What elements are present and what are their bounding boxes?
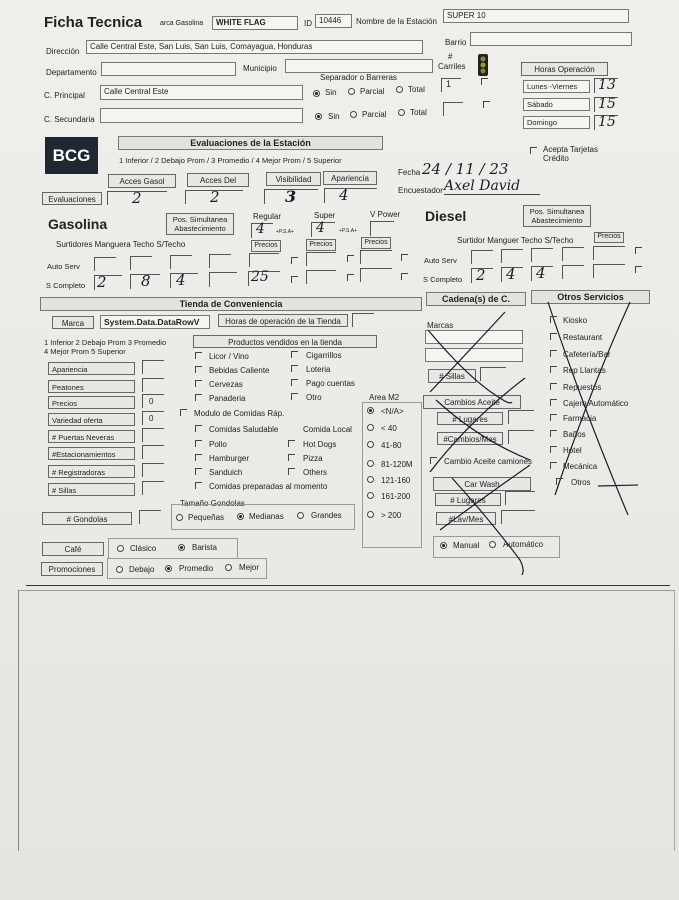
fecha-value[interactable]: 24 / 11 / 23	[422, 160, 509, 178]
rating-row-value[interactable]: 0	[142, 411, 164, 425]
marca-gasolina-field[interactable]: WHITE FLAG	[212, 16, 298, 30]
rating-row-label: Apariencia	[48, 362, 135, 375]
area-option-label: <N/A>	[381, 407, 404, 416]
otros-servicio-checkbox[interactable]	[550, 333, 557, 340]
car-wash-button[interactable]: Car Wash	[433, 477, 531, 491]
eval-col-apariencia: Apariencia	[323, 171, 377, 185]
rating-row-value[interactable]	[142, 445, 164, 459]
carwash-manual-label: Manual	[453, 541, 480, 550]
area-option-radio[interactable]	[367, 492, 374, 499]
area-option-label: > 200	[381, 511, 402, 520]
stroke-carwash-2	[452, 478, 523, 575]
eval-acces-del-value: 2	[210, 188, 220, 206]
super-label: Super	[314, 211, 336, 220]
stroke-carwash-1	[440, 465, 530, 530]
otros-servicio-checkbox[interactable]	[550, 316, 557, 323]
diesel-completo-label: S Completo	[423, 275, 463, 284]
cadena-sillas-label: # Sillas	[428, 369, 476, 383]
c-principal-label: C. Principal	[44, 91, 85, 100]
separador2-sin-label: Sin	[328, 112, 340, 121]
otros-servicio-label: Kiosko	[563, 316, 588, 325]
carriles-principal-field[interactable]: 1	[441, 78, 461, 92]
cambios-aceite-button[interactable]: Cambios Aceite	[423, 395, 521, 409]
diesel-pos-simultanea: Pos. Simultanea Abastecimiento	[523, 205, 591, 227]
area-option-radio[interactable]	[367, 441, 374, 448]
comida-label: Pollo	[209, 440, 227, 449]
tienda-marca-label: Marca	[52, 316, 94, 329]
evaluation-scale: 1 Inferior / 2 Debajo Prom / 3 Promedio / 4 Mejor Prom / 5 Superior	[119, 156, 342, 165]
producto-label: Cigarrillos	[306, 351, 342, 360]
otros-servicio-label: Repuestos	[563, 383, 602, 392]
area-option-label: 41-80	[381, 441, 402, 450]
area-option-radio[interactable]	[367, 511, 374, 518]
rating-row-label: # Puertas Neveras	[48, 430, 135, 443]
rating-row-label: # Registradoras	[48, 465, 135, 478]
comida-label: Comidas preparadas al momento	[209, 482, 328, 491]
rating-row-label: Peatones	[48, 380, 135, 393]
super-precios-button[interactable]: Precios	[306, 239, 336, 251]
evaluaciones-row-label: Evaluaciones	[42, 192, 102, 205]
rating-row-value[interactable]: 0	[142, 394, 164, 408]
gas-completo-surtidores-value: 2	[97, 273, 107, 291]
hours-row-sunday-label: Domingo	[523, 116, 590, 129]
area-option-radio[interactable]	[367, 424, 374, 431]
stroke-otros-line	[598, 485, 638, 486]
tamano-grandes-label: Grandes	[311, 511, 342, 520]
gasolina-title: Gasolina	[48, 216, 108, 232]
producto-checkbox[interactable]	[195, 366, 202, 373]
otros-servicio-label: Rep Llantas	[563, 366, 606, 375]
c-principal-field[interactable]: Calle Central Este	[100, 85, 303, 100]
page-title: Ficha Tecnica	[44, 14, 143, 31]
regular-psa: +P.S.A+	[276, 229, 294, 235]
tienda-scale-line2: 4 Mejor Prom 5 Superior	[44, 347, 126, 356]
productos-title: Productos vendidos en la tienda	[193, 335, 377, 348]
gasolina-completo-label: S Completo	[46, 281, 86, 290]
regular-value: 4	[256, 221, 265, 237]
vpower-precios-button[interactable]: Precios	[361, 237, 391, 249]
hours-saturday-text: 15	[598, 96, 616, 112]
gas-completo-techo-value: 4	[176, 271, 186, 289]
area-option-radio[interactable]	[367, 460, 374, 467]
bcg-logo: BCG	[45, 137, 98, 174]
otros-servicio-checkbox[interactable]	[550, 430, 557, 437]
area-option-label: 81-120M	[381, 460, 413, 469]
rating-row-label: Variedad oferta	[48, 413, 135, 426]
comida-label: Others	[303, 468, 328, 477]
tienda-marca-field[interactable]: System.Data.DataRowV	[100, 315, 210, 329]
diesel-title: Diesel	[425, 208, 467, 224]
eval-visibilidad-value: 3	[285, 187, 297, 206]
notes-area[interactable]	[18, 590, 675, 851]
tamano-pequenas-label: Pequeñas	[188, 513, 225, 522]
diesel-subheaders: Surtidor Manguer Techo S/Techo	[457, 236, 574, 245]
promo-mejor-label: Mejor	[239, 563, 260, 572]
producto-checkbox[interactable]	[291, 393, 298, 400]
rating-row-value[interactable]	[142, 378, 164, 392]
cafe-label: Café	[42, 542, 104, 556]
diesel-precios-button[interactable]: Precios	[594, 232, 624, 243]
producto-label: Cervezas	[209, 380, 243, 389]
cadena-title: Cadena(s) de C.	[426, 292, 526, 306]
carwash-lugares-label: # Lugares	[435, 493, 501, 506]
cafe-barista-label: Barista	[192, 543, 217, 552]
separador2-total-label: Total	[410, 108, 427, 117]
regular-label: Regular	[253, 212, 282, 221]
rating-row-label: #Estacionamientos	[48, 447, 135, 460]
encuestador-label: Encuestador	[398, 186, 443, 195]
eval-acces-gasol-value: 2	[132, 189, 142, 207]
departamento-label: Departamento	[46, 68, 97, 77]
tamano-title: Tamaño Gondolas	[180, 499, 245, 508]
otros-servicio-label: Farmacia	[563, 414, 597, 423]
cambio-camiones-label: Cambio Aceite camiones	[444, 457, 533, 466]
eval-apariencia-value: 4	[339, 186, 349, 204]
comida-checkbox[interactable]	[288, 440, 295, 447]
marcas-label: Marcas	[427, 321, 454, 330]
carriles-hash: #	[448, 52, 453, 61]
area-title: Area M2	[369, 393, 400, 402]
comida-label: Hamburger	[209, 454, 250, 463]
promociones-label: Promociones	[41, 562, 103, 576]
comida-label: Sanduich	[209, 468, 243, 477]
otros-servicio-checkbox[interactable]	[550, 414, 557, 421]
rating-row-label: # Sillas	[48, 483, 135, 496]
hours-sunday-text: 15	[598, 114, 616, 130]
producto-label: Panaderia	[209, 394, 246, 403]
area-option-label: 161-200	[381, 492, 411, 501]
producto-label: Bebidas Caliente	[209, 366, 270, 375]
comida-checkbox[interactable]	[288, 454, 295, 461]
otros-servicio-label: Otros	[571, 478, 591, 487]
hours-row-saturday-label: Sábado	[523, 98, 590, 111]
gasolina-pos-simultanea: Pos. Simultanea Abastecimiento	[166, 213, 234, 235]
otros-servicio-checkbox[interactable]	[556, 478, 563, 485]
gasolina-subheaders: Surtidores Manguera Techo S/Techo	[56, 240, 186, 249]
barrio-label: Barrio	[445, 38, 467, 47]
id-field[interactable]: 10446	[315, 14, 352, 28]
divider-line	[26, 585, 670, 586]
producto-label: Pago cuentas	[306, 379, 355, 388]
rating-row-value[interactable]	[142, 428, 164, 442]
producto-checkbox[interactable]	[291, 351, 298, 358]
eval-col-visibilidad: Visibilidad	[266, 172, 321, 186]
otros-servicio-label: Cafetería/Bar	[563, 350, 611, 359]
modulo-comidas-label: Modulo de Comidas Ráp.	[194, 409, 285, 418]
comida-checkbox[interactable]	[288, 468, 295, 475]
otros-servicio-checkbox[interactable]	[550, 399, 557, 406]
rating-row-value[interactable]	[142, 360, 164, 374]
area-option-radio[interactable]	[367, 476, 374, 483]
encuestador-value[interactable]: Axel David	[444, 178, 540, 195]
promo-debajo-label: Debajo	[129, 565, 155, 574]
direccion-field[interactable]: Calle Central Este, San Luis, San Luis, Comayagua, Honduras	[86, 40, 423, 54]
comida-checkbox[interactable]	[195, 454, 202, 461]
producto-checkbox[interactable]	[195, 352, 202, 359]
producto-checkbox[interactable]	[195, 380, 202, 387]
rating-row-label: Precios	[48, 396, 135, 409]
tamano-medianas-label: Medianas	[249, 512, 284, 521]
diesel-completo-surtidor-value: 2	[476, 266, 486, 284]
municipio-label: Municipio	[243, 64, 277, 73]
otros-servicio-label: Mecánica	[563, 462, 598, 471]
hours-weekday-text: 13	[598, 77, 616, 93]
eval-col-acces-del: Acces Del	[187, 173, 249, 187]
eval-col-acces-gasol: Acces Gasol	[108, 174, 176, 188]
separador-sin-label: Sin	[325, 88, 337, 97]
producto-label: Otro	[306, 393, 322, 402]
carriles-label: Carriles	[438, 62, 466, 71]
promo-promedio-label: Promedio	[179, 564, 214, 573]
id-label: ID	[304, 19, 312, 28]
gas-completo-regular-precio-value: 25	[251, 269, 269, 285]
comida-label: Comidas Saludable	[209, 425, 279, 434]
otros-servicio-label: Restaurant	[563, 333, 603, 342]
direccion-label: Dirección	[46, 47, 80, 56]
separador-total-label: Total	[408, 85, 425, 94]
stroke-marcas-2	[428, 330, 512, 403]
area-option-radio[interactable]	[367, 407, 374, 414]
rating-row-value[interactable]	[142, 481, 164, 495]
gondolas-label: # Gondolas	[42, 512, 132, 525]
gas-completo-manguera-value: 8	[141, 272, 151, 290]
comida-checkbox[interactable]	[195, 468, 202, 475]
diesel-autoserv-label: Auto Serv	[424, 256, 457, 265]
comida-checkbox[interactable]	[195, 425, 202, 432]
lav-mes-label: #Lav/Mes	[436, 512, 496, 525]
rating-row-value[interactable]	[142, 463, 164, 477]
comida-label: Hot Dogs	[303, 440, 337, 449]
super-psa: +P.S.A+	[339, 228, 357, 234]
otros-servicio-checkbox[interactable]	[550, 350, 557, 357]
fecha-label: Fecha	[398, 168, 421, 177]
evaluaciones-title: Evaluaciones de la Estación	[118, 136, 383, 150]
tienda-title: Tienda de Conveniencia	[40, 297, 422, 311]
separador2-parcial-label: Parcial	[362, 110, 387, 119]
nombre-estacion-field[interactable]: SUPER 10	[443, 9, 629, 23]
cafe-clasico-label: Clásico	[130, 544, 157, 553]
producto-label: Licor / Vino	[209, 352, 249, 361]
otros-servicio-label: Baños	[563, 430, 586, 439]
area-option-label: < 40	[381, 424, 397, 433]
otros-servicio-checkbox[interactable]	[550, 446, 557, 453]
separador-parcial-label: Parcial	[360, 87, 385, 96]
producto-checkbox[interactable]	[195, 394, 202, 401]
diesel-completo-manguera-value: 4	[506, 265, 516, 283]
vpower-label: V Power	[370, 210, 401, 219]
comida-label: Pizza	[303, 454, 323, 463]
cambios-lugares-label: # Lugares	[437, 412, 503, 425]
producto-checkbox[interactable]	[291, 379, 298, 386]
gasolina-autoserv-label: Auto Serv	[47, 262, 80, 271]
stroke-marcas-1	[430, 312, 505, 392]
otros-servicio-checkbox[interactable]	[550, 462, 557, 469]
tienda-horas-label: Horas de operación de la Tienda	[218, 314, 348, 327]
c-secundaria-label: C. Secundaria	[44, 115, 95, 124]
comida-checkbox[interactable]	[195, 482, 202, 489]
otros-servicio-checkbox[interactable]	[550, 383, 557, 390]
otros-servicios-title: Otros Servicios	[531, 290, 650, 304]
hours-row-weekday-label: Lunes -Viernes	[523, 80, 590, 93]
horas-operacion-title: Horas Operación	[521, 62, 608, 76]
stroke-cambios-1	[430, 378, 525, 472]
producto-checkbox[interactable]	[291, 365, 298, 372]
otros-servicio-label: Hotel	[563, 446, 582, 455]
comida-checkbox[interactable]	[195, 440, 202, 447]
comida-label: Comida Local	[303, 425, 352, 434]
otros-servicio-checkbox[interactable]	[550, 366, 557, 373]
marca-gasolina-label: arca Gasolina	[160, 20, 204, 27]
stroke-cambios-2	[436, 400, 530, 460]
tarjetas-label: Acepta Tarjetas Crédito	[543, 145, 598, 163]
producto-label: Loteria	[306, 365, 331, 374]
separador-label: Separador o Barreras	[320, 73, 397, 82]
otros-servicio-label: Cajero Automático	[563, 399, 629, 408]
nombre-estacion-label: Nombre de la Estación	[356, 17, 437, 26]
carwash-automatico-label: Automático	[503, 540, 544, 549]
super-value: 4	[316, 220, 325, 236]
area-option-label: 121-160	[381, 476, 411, 485]
regular-precios-button[interactable]: Precios	[251, 240, 281, 252]
diesel-completo-techo-value: 4	[536, 264, 546, 282]
tienda-scale-line1: 1 Inferior 2 Debajo Prom 3 Promedio	[44, 338, 167, 347]
cambios-mes-label: #Cambios/Mes	[437, 432, 503, 445]
